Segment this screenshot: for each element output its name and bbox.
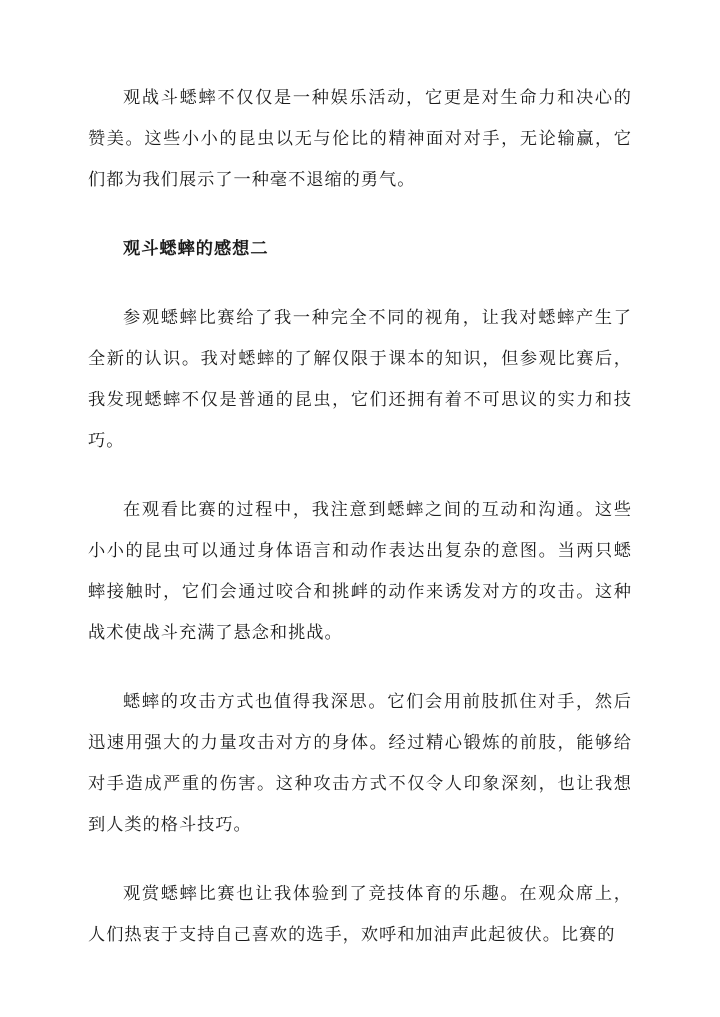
paragraph-gap [88,462,632,490]
section-heading: 观斗蟋蟀的感想二 [123,239,269,259]
body-paragraph-1: 参观蟋蟀比赛给了我一种完全不同的视角，让我对蟋蟀产生了全新的认识。我对蟋蟀的了解仅限于课本的知识，但参观比赛后，我发现蟋蟀不仅是普通的昆虫，它们还拥有着不可思议的实力和技巧。 [88,308,632,451]
body-paragraph-2: 在观看比赛的过程中，我注意到蟋蟀之间的互动和沟通。这些小小的昆虫可以通过身体语言和动作表达出复杂的意图。当两只蟋蟀接触时，它们会通过咬合和挑衅的动作来诱发对方的攻击。这种战术使战斗充满了悬念和挑战。 [88,500,632,643]
paragraph-gap [88,846,632,874]
paragraph-gap [88,201,632,229]
body-paragraph-4: 观赏蟋蟀比赛也让我体验到了竞技体育的乐趣。在观众席上，人们热衷于支持自己喜欢的选手，欢呼和加油声此起彼伏。比赛的 [88,884,632,945]
paragraph-gap [88,270,632,298]
intro-paragraph: 观战斗蟋蟀不仅仅是一种娱乐活动，它更是对生命力和决心的赞美。这些小小的昆虫以无与伦比的精神面对对手，无论输赢，它们都为我们展示了一种毫不退缩的勇气。 [88,88,632,190]
paragraph-gap [88,654,632,682]
body-paragraph-3: 蟋蟀的攻击方式也值得我深思。它们会用前肢抓住对手，然后迅速用强大的力量攻击对方的身体。经过精心锻炼的前肢，能够给对手造成严重的伤害。这种攻击方式不仅令人印象深刻，也让我想到人类的格斗技巧。 [88,692,632,835]
